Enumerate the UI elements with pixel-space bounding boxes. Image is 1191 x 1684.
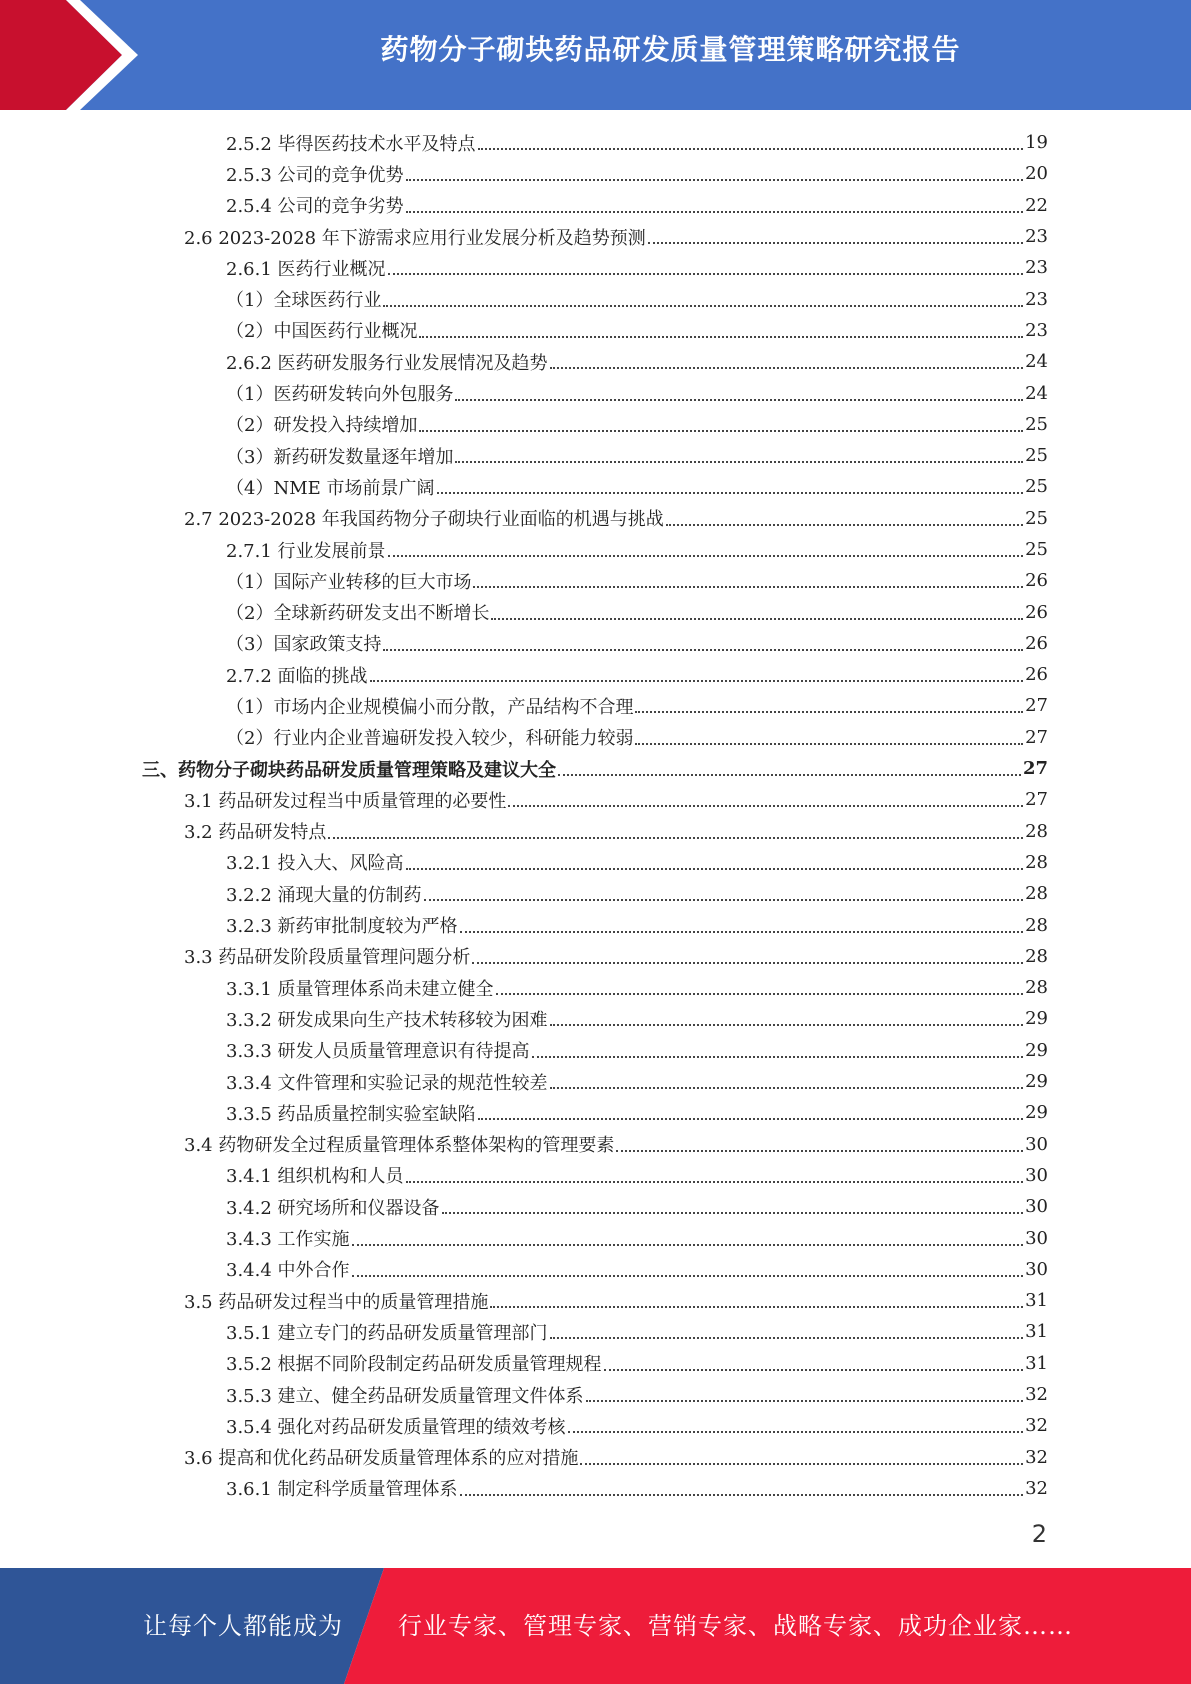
toc-dot-leader: [388, 272, 1024, 275]
toc-entry-page: 25: [1025, 507, 1048, 529]
toc-dot-leader: [472, 961, 1023, 964]
toc-entry[interactable]: [0, 1441, 1048, 1472]
toc-entry[interactable]: [0, 1410, 1048, 1441]
header-title: 药物分子砌块药品研发质量管理策略研究报告: [380, 33, 961, 66]
toc-entry-page: 27: [1025, 695, 1048, 717]
toc-entry[interactable]: [0, 1222, 1048, 1253]
toc-dot-leader: [550, 366, 1024, 369]
toc-entry-title: 2.6.2 医药研发服务行业发展情况及趋势: [226, 349, 548, 375]
toc-entry-page: 27: [1025, 726, 1048, 748]
toc-entry[interactable]: [0, 1160, 1048, 1191]
toc-dot-leader: [370, 679, 1024, 682]
toc-entry[interactable]: [0, 690, 1048, 721]
toc-entry-title: 3.2.1 投入大、风险高: [226, 849, 404, 875]
toc-dot-leader: [550, 1336, 1024, 1339]
toc-entry-page: 32: [1025, 1446, 1048, 1468]
toc-entry[interactable]: [0, 972, 1048, 1003]
toc-entry-title: 三、药物分子砌块药品研发质量管理策略及建议大全: [142, 756, 556, 782]
toc-entry-title: （3）国家政策支持: [226, 630, 381, 656]
toc-entry-title: 2.7.1 行业发展前景: [226, 537, 386, 563]
toc-dot-leader: [419, 429, 1023, 432]
toc-entry-title: 3.1 药品研发过程当中质量管理的必要性: [184, 787, 506, 813]
toc-entry[interactable]: [0, 1285, 1048, 1316]
toc-entry[interactable]: [0, 471, 1048, 502]
toc-entry[interactable]: [0, 221, 1048, 252]
toc-entry-page: 26: [1025, 570, 1048, 592]
toc-entry-title: 2.7.2 面临的挑战: [226, 662, 368, 688]
toc-entry[interactable]: [0, 722, 1048, 753]
toc-dot-leader: [491, 617, 1023, 620]
toc-entry-page: 19: [1025, 132, 1048, 154]
toc-entry-page: 28: [1025, 883, 1048, 905]
toc-entry-title: （1）医药研发转向外包服务: [226, 380, 453, 406]
toc-dot-leader: [406, 1180, 1024, 1183]
toc-dot-leader: [455, 398, 1023, 401]
toc-dot-leader: [666, 523, 1023, 526]
toc-entry-page: 25: [1025, 413, 1048, 435]
toc-dot-leader: [580, 1462, 1023, 1465]
toc-entry[interactable]: [0, 315, 1048, 346]
toc-entry-title: 3.5.3 建立、健全药品研发质量管理文件体系: [226, 1382, 584, 1408]
toc-dot-leader: [460, 930, 1024, 933]
toc-entry-page: 30: [1025, 1227, 1048, 1249]
toc-entry[interactable]: [0, 409, 1048, 440]
toc-entry[interactable]: [0, 941, 1048, 972]
toc-dot-leader: [550, 1023, 1024, 1026]
toc-entry-page: 28: [1025, 851, 1048, 873]
toc-entry-title: 3.4.4 中外合作: [226, 1256, 350, 1282]
toc-dot-leader: [352, 1274, 1024, 1277]
toc-entry-page: 29: [1025, 1039, 1048, 1061]
toc-entry-title: 3.3.2 研发成果向生产技术转移较为困难: [226, 1006, 548, 1032]
toc-entry[interactable]: [0, 534, 1048, 565]
toc-entry-page: 23: [1025, 257, 1048, 279]
toc-entry-page: 30: [1025, 1258, 1048, 1280]
toc-entry-page: 27: [1025, 789, 1048, 811]
toc-entry-title: 2.6.1 医药行业概况: [226, 255, 386, 281]
toc-dot-leader: [328, 836, 1023, 839]
toc-entry-page: 29: [1025, 1008, 1048, 1030]
toc-entry-title: 3.6.1 制定科学质量管理体系: [226, 1475, 458, 1501]
toc-entry-title: 3.3.1 质量管理体系尚未建立健全: [226, 975, 494, 1001]
toc-entry-title: 3.3.5 药品质量控制实验室缺陷: [226, 1100, 476, 1126]
toc-entry-page: 24: [1025, 351, 1048, 373]
toc-entry[interactable]: [0, 190, 1048, 221]
toc-entry-title: 3.3.3 研发人员质量管理意识有待提高: [226, 1037, 530, 1063]
toc-entry[interactable]: [0, 1035, 1048, 1066]
toc-dot-leader: [442, 1211, 1024, 1214]
toc-entry-page: 29: [1025, 1102, 1048, 1124]
toc-entry-title: （2）中国医药行业概况: [226, 317, 417, 343]
toc-entry-title: 2.5.2 毕得医药技术水平及特点: [226, 130, 476, 156]
toc-entry-title: （3）新药研发数量逐年增加: [226, 443, 453, 469]
header-arrow-icon: [0, 0, 160, 110]
toc-entry-title: （4）NME 市场前景广阔: [226, 474, 435, 500]
page-header: [0, 0, 1191, 110]
toc-dot-leader: [419, 335, 1023, 338]
toc-entry-title: 3.6 提高和优化药品研发质量管理体系的应对措施: [184, 1444, 578, 1470]
toc-entry-title: 3.3.4 文件管理和实验记录的规范性较差: [226, 1069, 548, 1095]
toc-entry-title: （2）研发投入持续增加: [226, 411, 417, 437]
toc-dot-leader: [558, 773, 1021, 776]
toc-entry-page: 26: [1025, 601, 1048, 623]
toc-entry[interactable]: [0, 565, 1048, 596]
toc-dot-leader: [490, 1305, 1023, 1308]
toc-entry-page: 32: [1025, 1415, 1048, 1437]
toc-entry-page: 28: [1025, 945, 1048, 967]
toc-dot-leader: [460, 1493, 1024, 1496]
toc-dot-leader: [635, 710, 1023, 713]
toc-dot-leader: [532, 1055, 1024, 1058]
toc-entry-page: 23: [1025, 288, 1048, 310]
toc-entry[interactable]: [0, 878, 1048, 909]
toc-entry-page: 28: [1025, 977, 1048, 999]
toc-entry[interactable]: [0, 1066, 1048, 1097]
toc-entry[interactable]: [0, 847, 1048, 878]
toc-entry[interactable]: [0, 628, 1048, 659]
toc-dot-leader: [478, 147, 1024, 150]
toc-entry-page: 28: [1025, 820, 1048, 842]
toc-entry-title: 3.4.1 组织机构和人员: [226, 1162, 404, 1188]
toc-entry-page: 30: [1025, 1164, 1048, 1186]
toc-dot-leader: [616, 1149, 1023, 1152]
toc-dot-leader: [648, 241, 1023, 244]
toc-entry[interactable]: [0, 252, 1048, 283]
toc-entry[interactable]: [0, 909, 1048, 940]
toc-dot-leader: [406, 210, 1024, 213]
toc-entry-page: 31: [1025, 1290, 1048, 1312]
toc-entry-page: 25: [1025, 539, 1048, 560]
toc-entry-page: 23: [1025, 319, 1048, 341]
toc-entry-page: 25: [1025, 445, 1048, 467]
toc-entry[interactable]: [0, 816, 1048, 847]
toc-entry-page: 22: [1025, 194, 1048, 216]
toc-dot-leader: [352, 1243, 1024, 1246]
toc-entry-title: 3.3 药品研发阶段质量管理问题分析: [184, 943, 470, 969]
toc-entry-page: 31: [1025, 1321, 1048, 1343]
toc-entry-title: 3.2.2 涌现大量的仿制药: [226, 881, 422, 907]
toc-entry-page: 26: [1025, 632, 1048, 654]
toc-dot-leader: [383, 304, 1023, 307]
toc-entry-page: 30: [1025, 1133, 1048, 1155]
toc-entry-title: 2.5.3 公司的竞争优势: [226, 161, 404, 187]
toc-entry-page: 25: [1025, 476, 1048, 498]
toc-dot-leader: [568, 1430, 1024, 1433]
toc-entry-title: 3.5.1 建立专门的药品研发质量管理部门: [226, 1319, 548, 1345]
toc-entry-page: 31: [1025, 1352, 1048, 1374]
toc-entry[interactable]: [0, 659, 1048, 690]
toc-entry[interactable]: [0, 1379, 1048, 1410]
toc-entry[interactable]: [0, 1191, 1048, 1222]
toc-entry[interactable]: [0, 283, 1048, 314]
toc-entry-title: （2）全球新药研发支出不断增长: [226, 599, 489, 625]
table-of-contents: [0, 127, 1191, 1504]
toc-entry-page: 29: [1025, 1071, 1048, 1093]
toc-entry[interactable]: [0, 346, 1048, 377]
toc-entry-title: 2.6 2023-2028 年下游需求应用行业发展分析及趋势预测: [184, 224, 646, 250]
toc-dot-leader: [508, 804, 1023, 807]
toc-entry[interactable]: [0, 1129, 1048, 1160]
toc-entry[interactable]: [0, 1254, 1048, 1285]
toc-entry-title: 2.7 2023-2028 年我国药物分子砌块行业面临的机遇与挑战: [184, 505, 664, 531]
toc-entry-page: 27: [1022, 758, 1048, 780]
toc-entry-title: 3.2.3 新药审批制度较为严格: [226, 912, 458, 938]
toc-dot-leader: [473, 585, 1023, 588]
toc-entry[interactable]: [0, 1473, 1048, 1504]
toc-entry-page: 23: [1025, 226, 1048, 248]
toc-dot-leader: [496, 992, 1024, 995]
toc-dot-leader: [478, 1117, 1024, 1120]
toc-entry[interactable]: [0, 1097, 1048, 1128]
toc-entry[interactable]: [0, 1348, 1048, 1379]
toc-entry-page: 26: [1025, 664, 1048, 686]
toc-entry[interactable]: [0, 753, 1048, 784]
toc-entry[interactable]: [0, 784, 1048, 815]
toc-dot-leader: [383, 648, 1023, 651]
page-footer: [0, 1568, 1191, 1684]
toc-entry-title: 3.4.3 工作实施: [226, 1225, 350, 1251]
toc-entry[interactable]: [0, 503, 1048, 534]
toc-entry-title: 3.5 药品研发过程当中的质量管理措施: [184, 1288, 488, 1314]
toc-entry-page: 20: [1025, 163, 1048, 185]
toc-entry-title: 3.5.2 根据不同阶段制定药品研发质量管理规程: [226, 1350, 602, 1376]
toc-entry-title: （1）国际产业转移的巨大市场: [226, 568, 471, 594]
toc-entry-title: 2.5.4 公司的竞争劣势: [226, 192, 404, 218]
toc-dot-leader: [635, 742, 1023, 745]
toc-entry[interactable]: [0, 1003, 1048, 1034]
toc-entry[interactable]: [0, 158, 1048, 189]
toc-dot-leader: [424, 898, 1024, 901]
toc-entry-page: 32: [1025, 1384, 1048, 1406]
footer-slogan-left: 让每个人都能成为: [143, 1612, 343, 1640]
toc-entry-title: （1）市场内企业规模偏小而分散，产品结构不合理: [226, 693, 633, 719]
toc-dot-leader: [455, 460, 1023, 463]
toc-dot-leader: [388, 554, 1024, 557]
toc-entry-title: （2）行业内企业普遍研发投入较少，科研能力较弱: [226, 724, 633, 750]
toc-entry-title: （1）全球医药行业: [226, 286, 381, 312]
toc-dot-leader: [406, 867, 1024, 870]
toc-dot-leader: [406, 178, 1024, 181]
toc-entry-page: 30: [1025, 1196, 1048, 1218]
toc-dot-leader: [586, 1399, 1024, 1402]
toc-entry-title: 3.2 药品研发特点: [184, 818, 326, 844]
toc-entry-title: 3.4 药物研发全过程质量管理体系整体架构的管理要素: [184, 1131, 614, 1157]
toc-dot-leader: [437, 491, 1024, 494]
toc-entry[interactable]: [0, 127, 1048, 158]
toc-entry-title: 3.4.2 研究场所和仪器设备: [226, 1194, 440, 1220]
toc-entry-title: 3.5.4 强化对药品研发质量管理的绩效考核: [226, 1413, 566, 1439]
toc-entry[interactable]: [0, 440, 1048, 471]
toc-dot-leader: [550, 1086, 1024, 1089]
toc-entry[interactable]: [0, 596, 1048, 627]
toc-entry-page: 32: [1025, 1477, 1048, 1499]
toc-dot-leader: [604, 1368, 1024, 1371]
toc-entry-page: 28: [1025, 914, 1048, 936]
footer-slogan-right: 行业专家、管理专家、营销专家、战略专家、成功企业家……: [398, 1612, 1073, 1640]
toc-entry-page: 24: [1025, 382, 1048, 404]
toc-entry[interactable]: [0, 1316, 1048, 1347]
toc-entry[interactable]: [0, 377, 1048, 408]
page-number: 2: [1031, 1520, 1047, 1548]
